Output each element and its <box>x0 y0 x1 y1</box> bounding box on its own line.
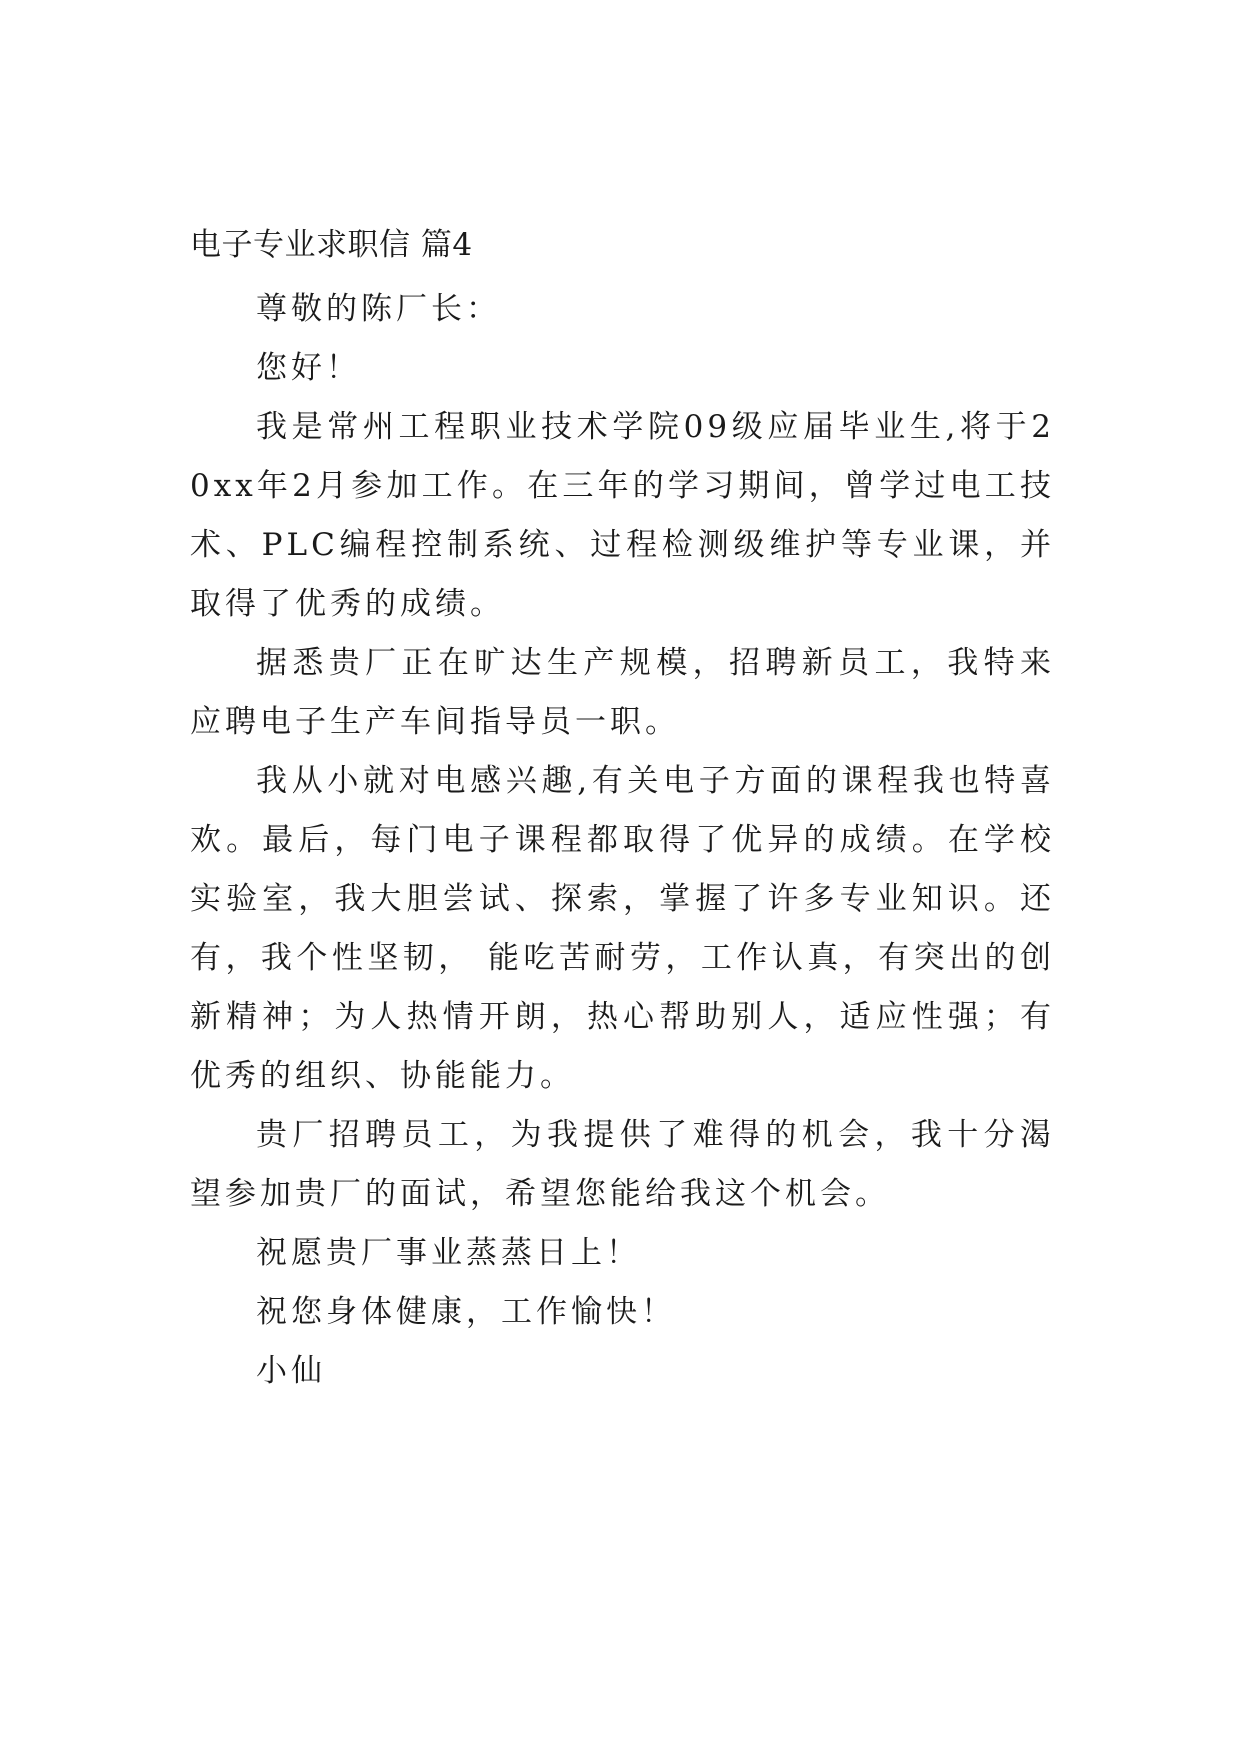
closing-wish-1: 祝愿贵厂事业蒸蒸日上！ <box>256 1235 641 1271</box>
paragraph-qualifications: 我从小就对电感兴趣,有关电子方面的课程我也特喜欢。最后，每门电子课程都取得了优异的成绩。在学校实验室，我大胆尝试、探索，掌握了许多专业知识。还有，我个性坚韧， 能吃苦耐劳，工作认真，有突出的创新精神；为人热情开朗，热心帮助别人，适应性强；有优秀的组织、协能能力。 <box>190 763 1055 1094</box>
greeting: 您好！ <box>256 350 361 386</box>
letter-body <box>190 280 1055 1401</box>
closing-wish-2: 祝您身体健康，工作愉快！ <box>256 1294 676 1330</box>
paragraph-intro: 我是常州工程职业技术学院09级应届毕业生,将于20xx年2月参加工作。在三年的学习期间，曾学过电工技术、PLC编程控制系统、过程检测级维护等专业课，并取得了优秀的成绩。 <box>190 409 1055 622</box>
paragraph-request: 贵厂招聘员工，为我提供了难得的机会，我十分渴望参加贵厂的面试，希望您能给我这个机会。 <box>190 1117 1055 1212</box>
document-title: 电子专业求职信 篇4 <box>190 227 473 263</box>
signature: 小仙 <box>256 1353 326 1389</box>
paragraph-application: 据悉贵厂正在旷达生产规模，招聘新员工，我特来应聘电子生产车间指导员一职。 <box>190 645 1055 740</box>
salutation: 尊敬的陈厂长： <box>256 291 501 327</box>
